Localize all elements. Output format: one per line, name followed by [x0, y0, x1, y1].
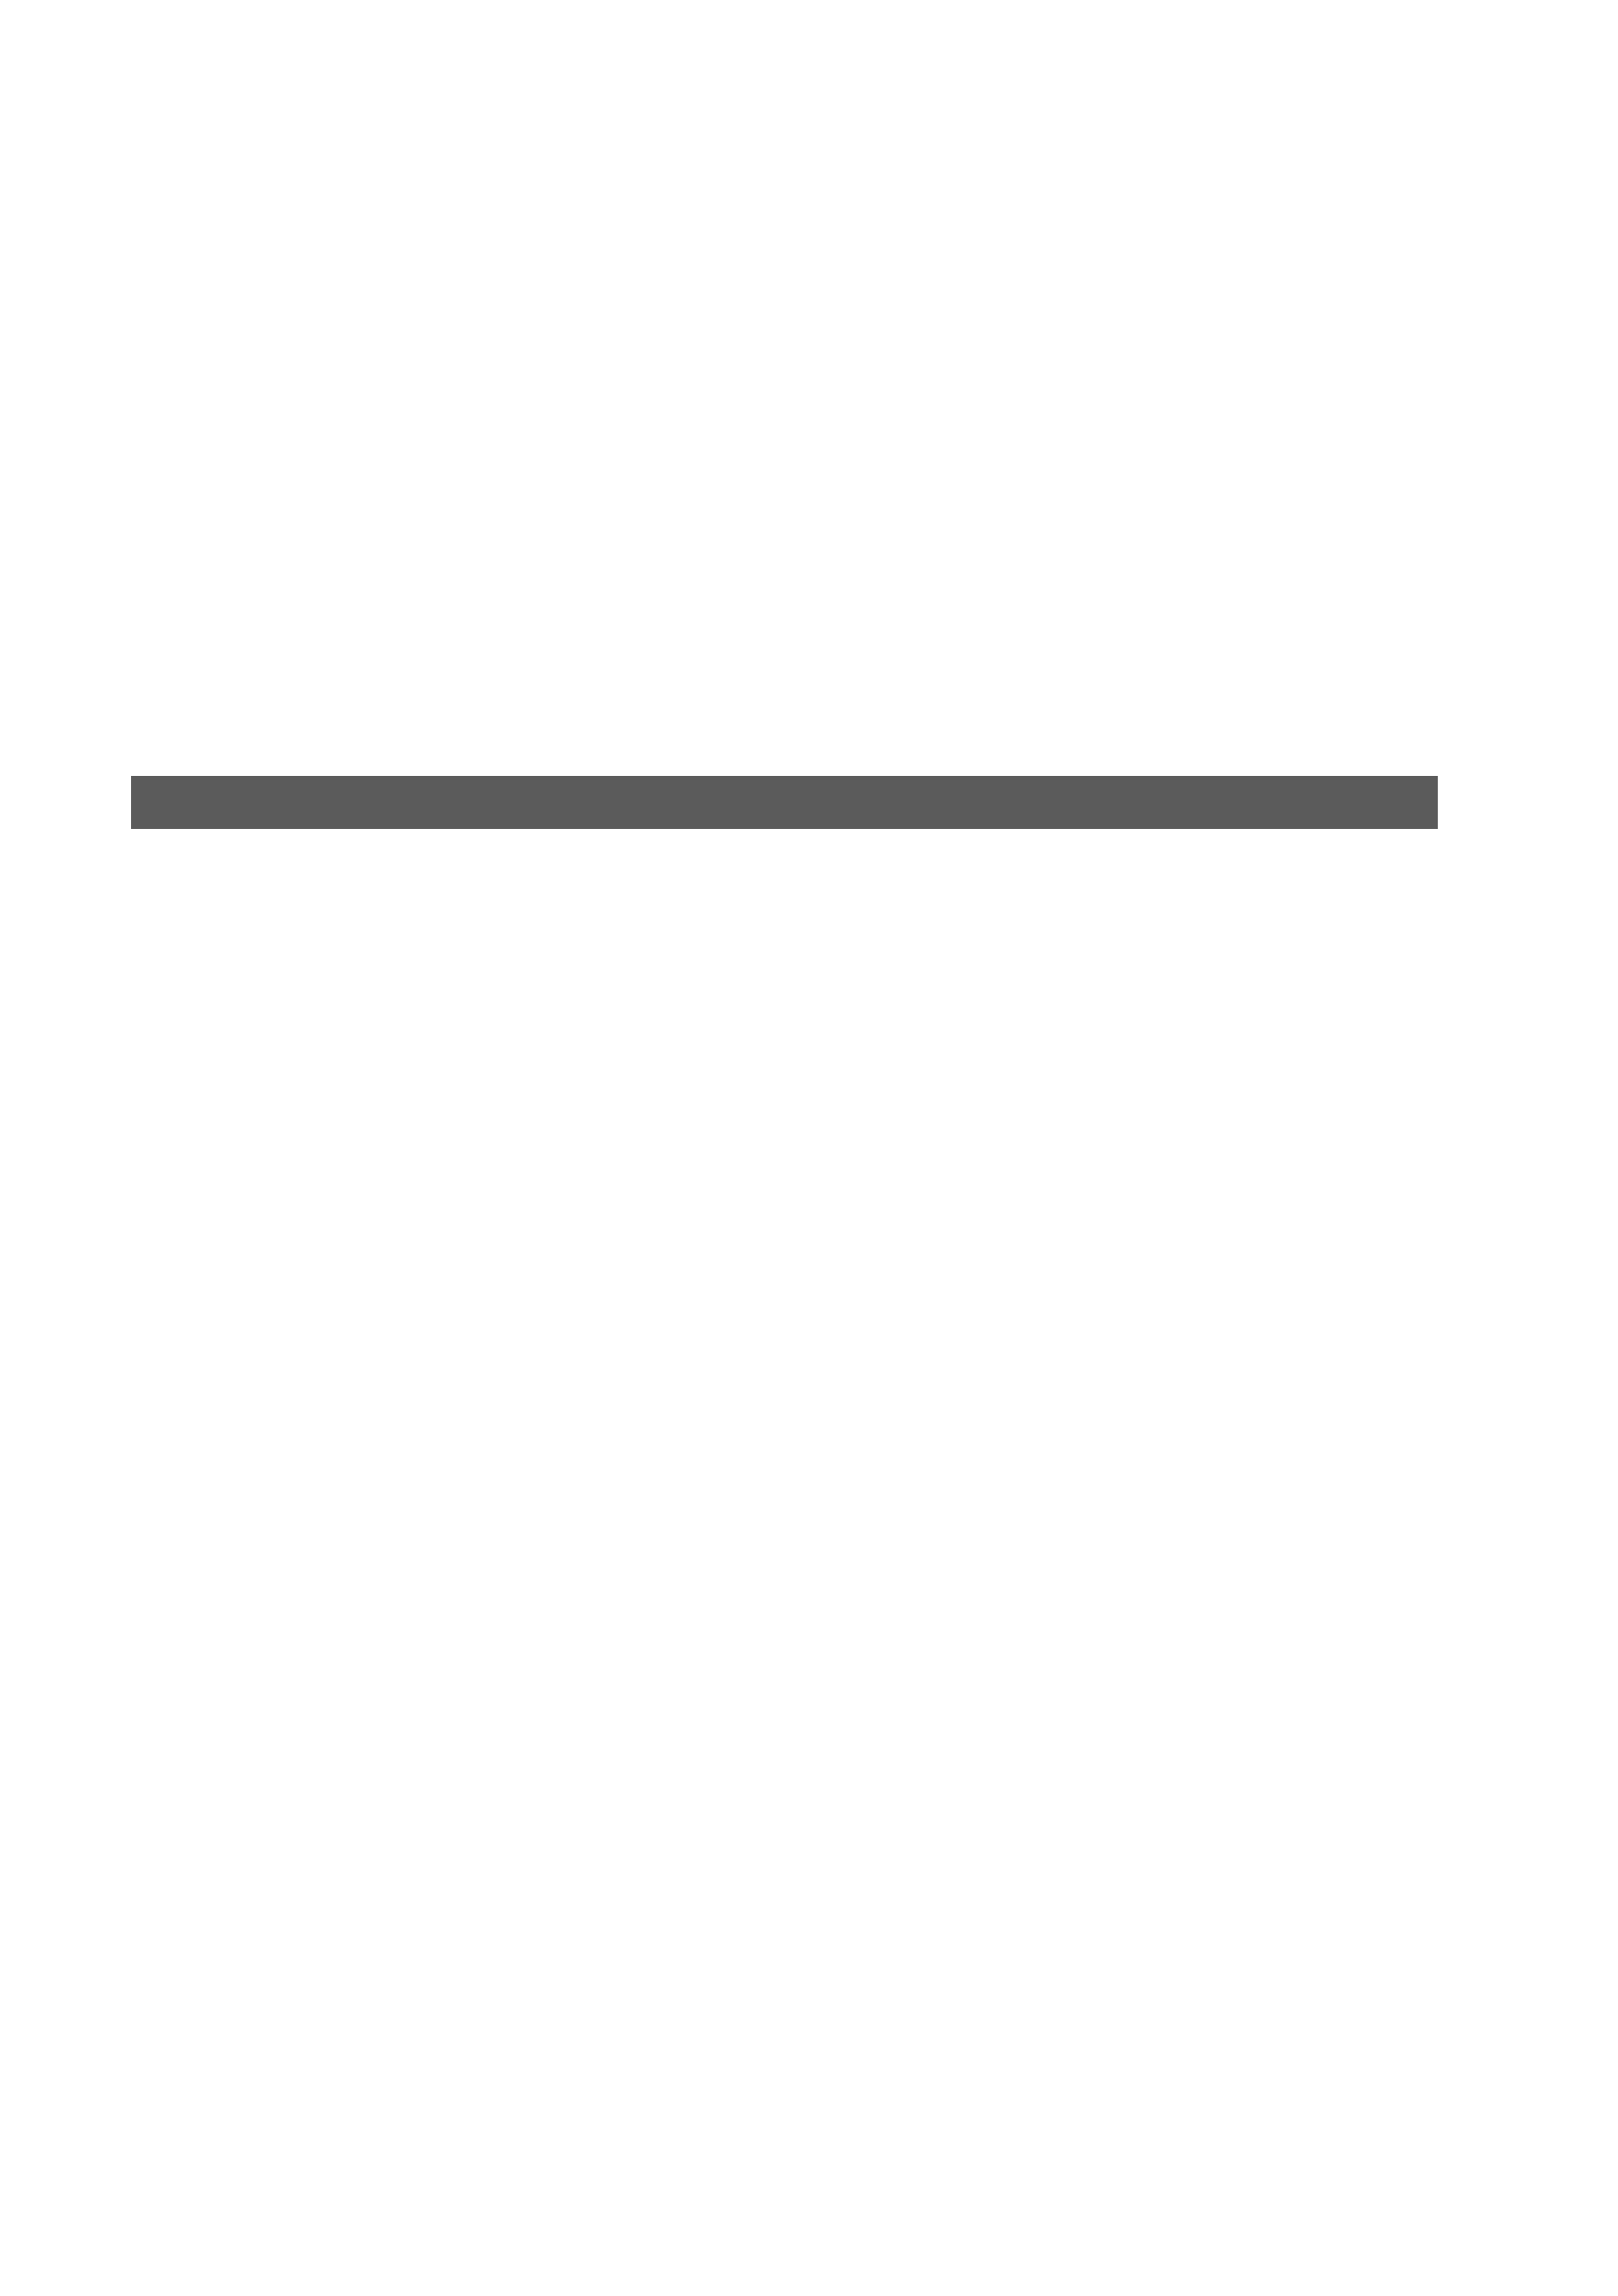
table-header-panel-color — [1166, 776, 1438, 829]
right-column — [806, 1323, 1461, 1362]
left-column — [131, 1311, 786, 1438]
table-header-variant — [131, 776, 1166, 829]
table-header-row — [131, 776, 1438, 829]
color-variants-table — [131, 776, 1438, 829]
